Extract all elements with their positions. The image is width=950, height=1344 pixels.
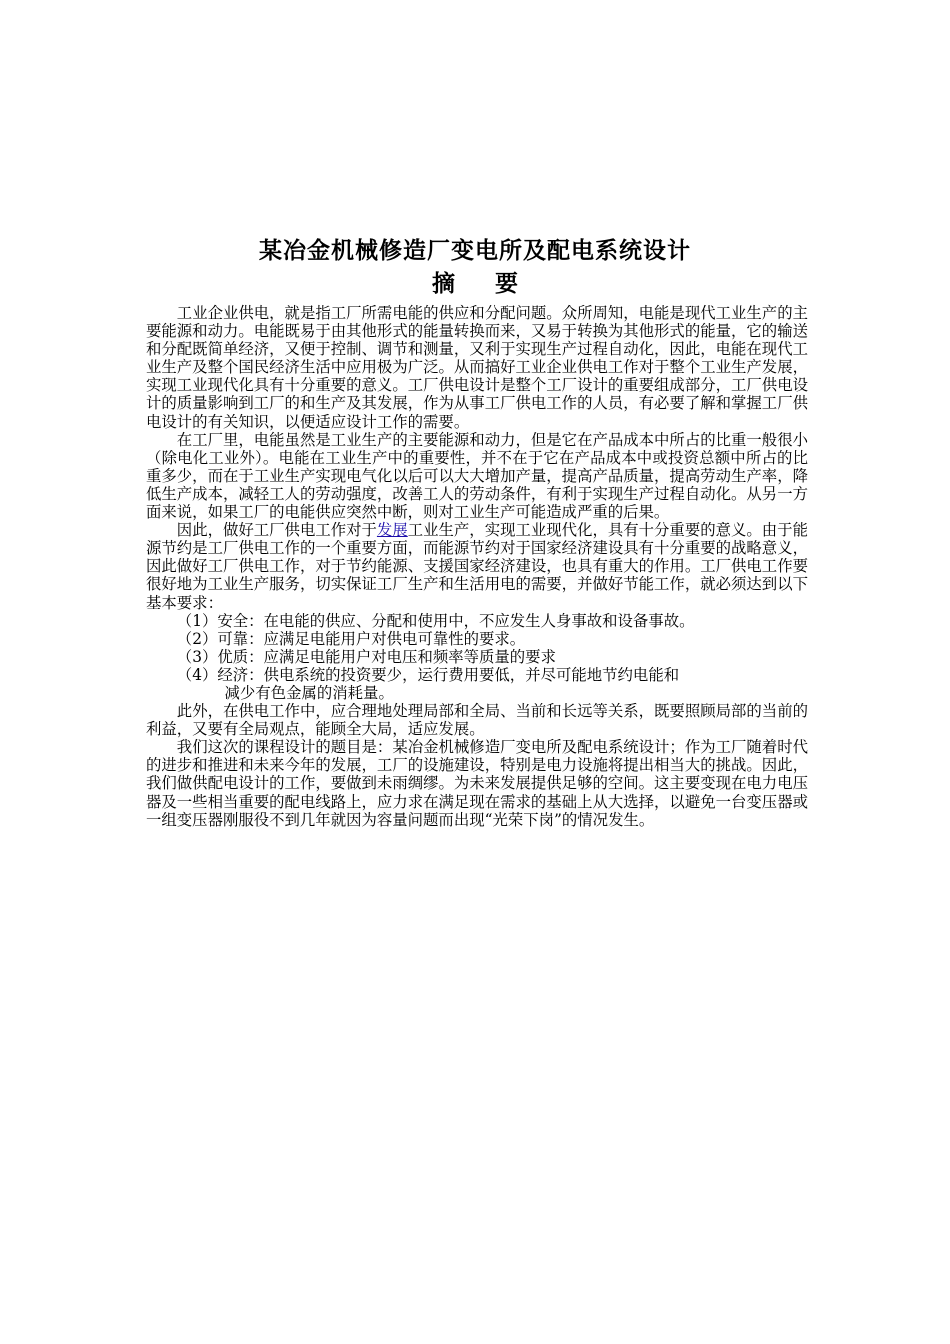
- requirement-economy-line1: 供电系统的投资要少，运行费用要低，并尽可能地节约电能和: [263, 665, 680, 684]
- paragraph-4: 此外，在供电工作中，应合理地处理局部和全局、当前和长远等关系，既要照顾局部的当前的利益，又要有全局观点，能顾全大局，适应发展。: [146, 702, 808, 739]
- paragraph-2: 在工厂里，电能虽然是工业生产的主要能源和动力，但是它在产品成本中所占的比重一般很小（除电化工业外）。电能在工业生产中的重要性，并不在于它在产品成本中或投资总额中所占的比重多少，而在于工业生产实现电气化以后可以大大增加产量，提高产品质量，提高劳动生产率，降低生产成本，减轻工人的劳动强度，改善工人的劳动条件，有利于实现生产过程自动化。从另一方面来说，如果工厂的电能供应突然中断，则对工业生产可能造成严重的后果。: [146, 430, 808, 522]
- requirement-quality: （3）优质：应满足电能用户对电压和频率等质量的要求: [176, 647, 556, 666]
- requirement-reliable: （2）可靠：应满足电能用户对供电可靠性的要求。: [176, 629, 526, 648]
- abstract-heading-right: 要: [495, 271, 518, 297]
- abstract-heading: [0, 268, 950, 300]
- requirement-economy-label: （4）经济：: [176, 665, 264, 684]
- paragraph-3: [146, 521, 808, 611]
- document-title: 某冶金机械修造厂变电所及配电系统设计: [259, 238, 691, 264]
- abstract-heading-left: 摘: [432, 271, 455, 297]
- requirement-economy: [146, 666, 808, 702]
- requirement-safety: （1）安全：在电能的供应、分配和使用中，不应发生人身事故和设备事故。: [176, 611, 695, 630]
- paragraph-3-start: 因此，做好工厂供电工作对于: [176, 521, 377, 540]
- paragraph-3-end: 工业生产，实现工业现代化，具有十分重要的意义。由于能源节约是工厂供电工作的一个重要方面，而能源节约对于国家经济建设具有十分重要的战略意义，因此做好工厂供电工作，对于节约能源、支援国家经济建设，也具有重大的作用。工厂供电工作要很好地为工业生产服务，切实保证工厂生产和生活用电的需要，并做好节能工作，就必须达到以下基本要求：: [146, 521, 808, 612]
- paragraph-1: 工业企业供电，就是指工厂所需电能的供应和分配问题。众所周知，电能是现代工业生产的主要能源和动力。电能既易于由其他形式的能量转换而来，又易于转换为其他形式的能量，它的输送和分配既简单经济，又便于控制、调节和测量，又利于实现生产过程自动化，因此，电能在现代工业生产及整个国民经济生活中应用极为广泛。从而搞好工业企业供电工作对于整个工业生产发展，实现工业现代化具有十分重要的意义。工厂供电设计是整个工厂设计的重要组成部分，工厂供电设计的质量影响到工厂的和生产及其发展，作为从事工厂供电工作的人员，有必要了解和掌握工厂供电设计的有关知识，以便适应设计工作的需要。: [146, 304, 808, 431]
- paragraph-5: 我们这次的课程设计的题目是：某冶金机械修造厂变电所及配电系统设计；作为工厂随着时代的进步和推进和未来今年的发展，工厂的设施建设，特别是电力设施将提出相当大的挑战。因此，我们做供配电设计的工作，要做到未雨绸缪。为未来发展提供足够的空间。这主要变现在电力电压器及一些相当重要的配电线路上，应力求在满足现在需求的基础上从大选择，以避免一台变压器或一组变压器刚服役不到几年就因为容量问题而出现“光荣下岗”的情况发生。: [146, 738, 808, 829]
- requirement-economy-line2: 减少有色金属的消耗量。: [224, 683, 394, 702]
- abstract-body: [146, 304, 808, 829]
- develop-link[interactable]: 发展: [376, 521, 408, 540]
